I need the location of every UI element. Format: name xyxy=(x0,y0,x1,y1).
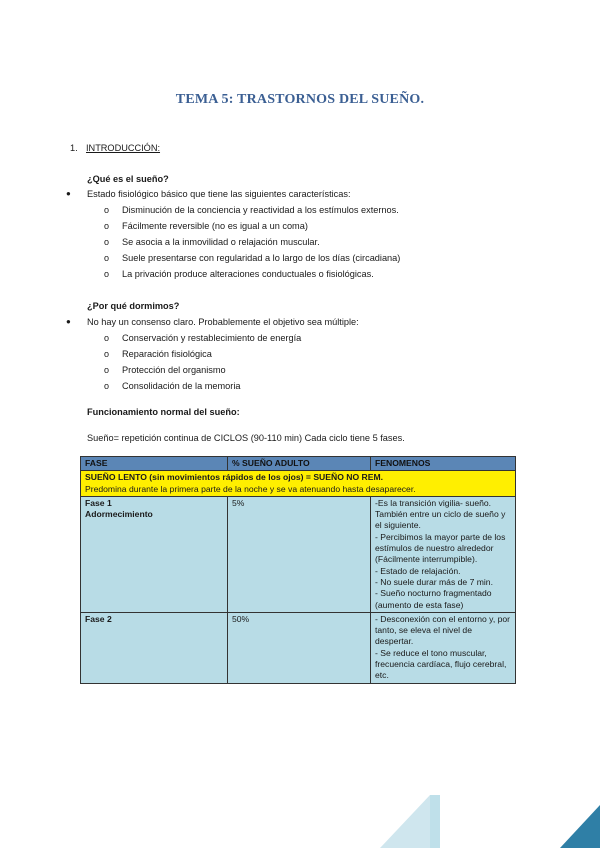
fenomenos-cell xyxy=(371,496,516,612)
fase-subname: Adormecimiento xyxy=(85,509,153,520)
decorative-corner-shape xyxy=(380,795,600,848)
fase-cell xyxy=(81,612,228,683)
pct-cell: 5% xyxy=(228,496,371,612)
fenomeno-line: - Se reduce el tono muscular, frecuencia cardíaca, flujo cerebral, etc. xyxy=(375,647,507,681)
circle-bullet-icon: o xyxy=(104,333,110,343)
circle-bullet-icon: o xyxy=(104,237,110,247)
funcionamiento-text: Sueño= repetición continua de CICLOS (90-110 min) Cada ciclo tiene 5 fases. xyxy=(87,433,405,443)
que-es-heading: ¿Qué es el sueño? xyxy=(87,174,169,184)
circle-bullet-icon: o xyxy=(104,253,110,263)
column-header-fase: FASE xyxy=(81,457,228,471)
circle-bullet-icon: o xyxy=(104,381,110,391)
circle-bullet-icon: o xyxy=(104,269,110,279)
sleep-phases-table xyxy=(80,456,516,684)
circle-bullet-icon: o xyxy=(104,221,110,231)
circle-bullet-icon: o xyxy=(104,349,110,359)
por-que-item: Conservación y restablecimiento de energía xyxy=(122,333,302,343)
column-header-fenomenos: FENOMENOS xyxy=(371,457,516,471)
page-title: TEMA 5: TRASTORNOS DEL SUEÑO. xyxy=(175,92,425,107)
por-que-bullet-text: No hay un consenso claro. Probablemente el objetivo sea múltiple: xyxy=(87,317,359,327)
fase-name: Fase 2 xyxy=(85,613,112,624)
por-que-heading: ¿Por qué dormimos? xyxy=(87,301,180,311)
por-que-item: Reparación fisiológica xyxy=(122,349,212,359)
fenomeno-line: -Es la transición vigilia- sueño. También entre un ciclo de sueño y el siguiente. xyxy=(375,497,506,531)
que-es-item: La privación produce alteraciones conductuales o fisiológicas. xyxy=(122,269,374,279)
column-header-pct: % SUEÑO ADULTO xyxy=(228,457,371,471)
que-es-item: Se asocia a la inmovilidad o relajación muscular. xyxy=(122,237,320,247)
pct-cell: 50% xyxy=(228,612,371,683)
table-row xyxy=(81,612,516,683)
fenomeno-line: - Sueño nocturno fragmentado (aumento de esta fase) xyxy=(375,588,492,610)
section-number: 1. xyxy=(70,143,78,153)
fenomeno-line: - Desconexión con el entorno y, por tanto, se eleva el nivel de despertar. xyxy=(375,613,511,647)
corner-mid-strip xyxy=(430,795,440,848)
que-es-item: Disminución de la conciencia y reactividad a los estímulos externos. xyxy=(122,205,399,215)
table-row xyxy=(81,496,516,612)
fenomeno-line: - Percibimos la mayor parte de los estímulos de nuestro alrededor (Fácilmente interrumpible). xyxy=(375,531,506,565)
fase-name: Fase 1 xyxy=(85,497,112,508)
fenomeno-line: - Estado de relajación. xyxy=(375,565,461,576)
sueno-lento-cell xyxy=(81,471,516,497)
section-heading xyxy=(70,142,160,154)
circle-bullet-icon: o xyxy=(104,205,110,215)
fenomeno-line: - No suele durar más de 7 min. xyxy=(375,576,493,587)
sueno-lento-row xyxy=(81,471,516,497)
por-que-item: Consolidación de la memoria xyxy=(122,381,241,391)
corner-light-triangle xyxy=(380,795,430,848)
funcionamiento-heading: Funcionamiento normal del sueño: xyxy=(87,407,240,417)
que-es-item: Suele presentarse con regularidad a lo largo de los días (circadiana) xyxy=(122,253,401,263)
que-es-bullet-text: Estado fisiológico básico que tiene las siguientes características: xyxy=(87,189,351,199)
bullet-icon: ● xyxy=(66,189,71,198)
fenomenos-cell xyxy=(371,612,516,683)
por-que-item: Protección del organismo xyxy=(122,365,226,375)
que-es-item: Fácilmente reversible (no es igual a un coma) xyxy=(122,221,308,231)
table-header-row xyxy=(81,457,516,471)
sueno-lento-desc: Predomina durante la primera parte de la noche y se va atenuando hasta desaparecer. xyxy=(85,483,416,494)
fase-cell xyxy=(81,496,228,612)
bullet-icon: ● xyxy=(66,317,71,326)
sueno-lento-title: SUEÑO LENTO (sin movimientos rápidos de los ojos) = SUEÑO NO REM. xyxy=(85,472,384,483)
section-title: INTRODUCCIÓN: xyxy=(86,143,161,153)
circle-bullet-icon: o xyxy=(104,365,110,375)
